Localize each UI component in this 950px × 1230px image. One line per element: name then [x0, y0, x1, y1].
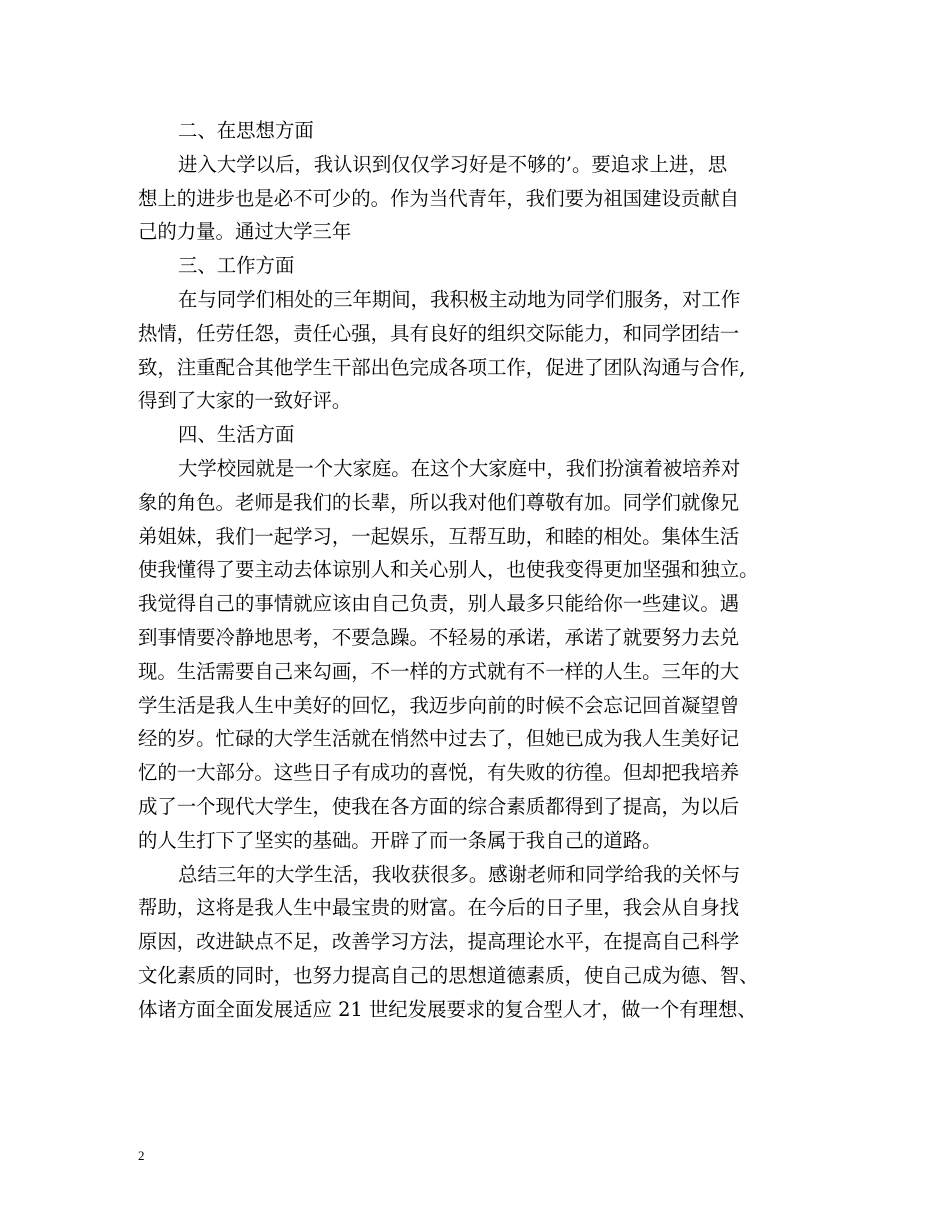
text-line: 到事情要冷静地思考，不要急躁。不轻易的承诺，承诺了就要努力去兑 [138, 625, 740, 649]
text-line: 现。生活需要自己来勾画，不一样的方式就有不一样的人生。三年的大 [138, 659, 740, 683]
text-line: 帮助，这将是我人生中最宝贵的财富。在今后的日子里，我会从自身找 [138, 896, 740, 920]
text-line: 想上的进步也是必不可少的。作为当代青年，我们要为祖国建设贡献自 [138, 186, 740, 210]
text-line: 得到了大家的一致好评。 [138, 389, 352, 413]
text-line: 学生活是我人生中美好的回忆，我迈步向前的时候不会忘记回首凝望曾 [138, 693, 740, 717]
text-line: 经的岁。忙碌的大学生活就在悄然中过去了，但她已成为我人生美好记 [138, 727, 740, 751]
text-line: 我觉得自己的事情就应该由自己负责，别人最多只能给你一些建议。遇 [138, 592, 740, 616]
text-line: 四、生活方面 [178, 423, 295, 447]
text-line: 使我懂得了要主动去体谅别人和关心别人，也使我变得更加坚强和独立。 [138, 558, 759, 582]
text-line: 原因，改进缺点不足，改善学习方法，提高理论水平，在提高自己科学 [138, 930, 740, 954]
text-line: 文化素质的同时，也努力提高自己的思想道德素质，使自己成为德、智、 [138, 963, 759, 987]
text-line: 的人生打下了坚实的基础。开辟了而一条属于我自己的道路。 [138, 828, 662, 852]
text-line: 总结三年的大学生活，我收获很多。感谢老师和同学给我的关怀与 [178, 862, 741, 886]
text-line: 体诸方面全面发展适应 21 世纪发展要求的复合型人才，做一个有理想、 [138, 997, 757, 1021]
text-line: 致，注重配合其他学生干部出色完成各项工作，促进了团队沟通与合作, [138, 355, 746, 379]
text-line: 己的力量。通过大学三年 [138, 220, 352, 244]
text-line: 象的角色。老师是我们的长辈，所以我对他们尊敬有加。同学们就像兄 [138, 490, 740, 514]
text-line: 三、工作方面 [178, 254, 295, 278]
text-line: 大学校园就是一个大家庭。在这个大家庭中，我们扮演着被培养对 [178, 456, 741, 480]
text-line: 热情，任劳任怨，责任心强，具有良好的组织交际能力，和同学团结一 [138, 321, 740, 345]
page-number: 2 [138, 1148, 145, 1163]
text-line: 弟姐妹，我们一起学习，一起娱乐，互帮互助，和睦的相处。集体生活 [138, 524, 740, 548]
text-line: 在与同学们相处的三年期间，我积极主动地为同学们服务，对工作 [178, 287, 741, 311]
text-line: 成了一个现代大学生，使我在各方面的综合素质都得到了提高，为以后 [138, 794, 740, 818]
text-line: 二、在思想方面 [178, 119, 314, 142]
text-line: 进入大学以后，我认识到仅仅学习好是不够的’。要追求上进，思 [178, 152, 728, 176]
text-line: 忆的一大部分。这些日子有成功的喜悦，有失败的彷徨。但却把我培养 [138, 761, 740, 785]
document-body [138, 114, 814, 1027]
